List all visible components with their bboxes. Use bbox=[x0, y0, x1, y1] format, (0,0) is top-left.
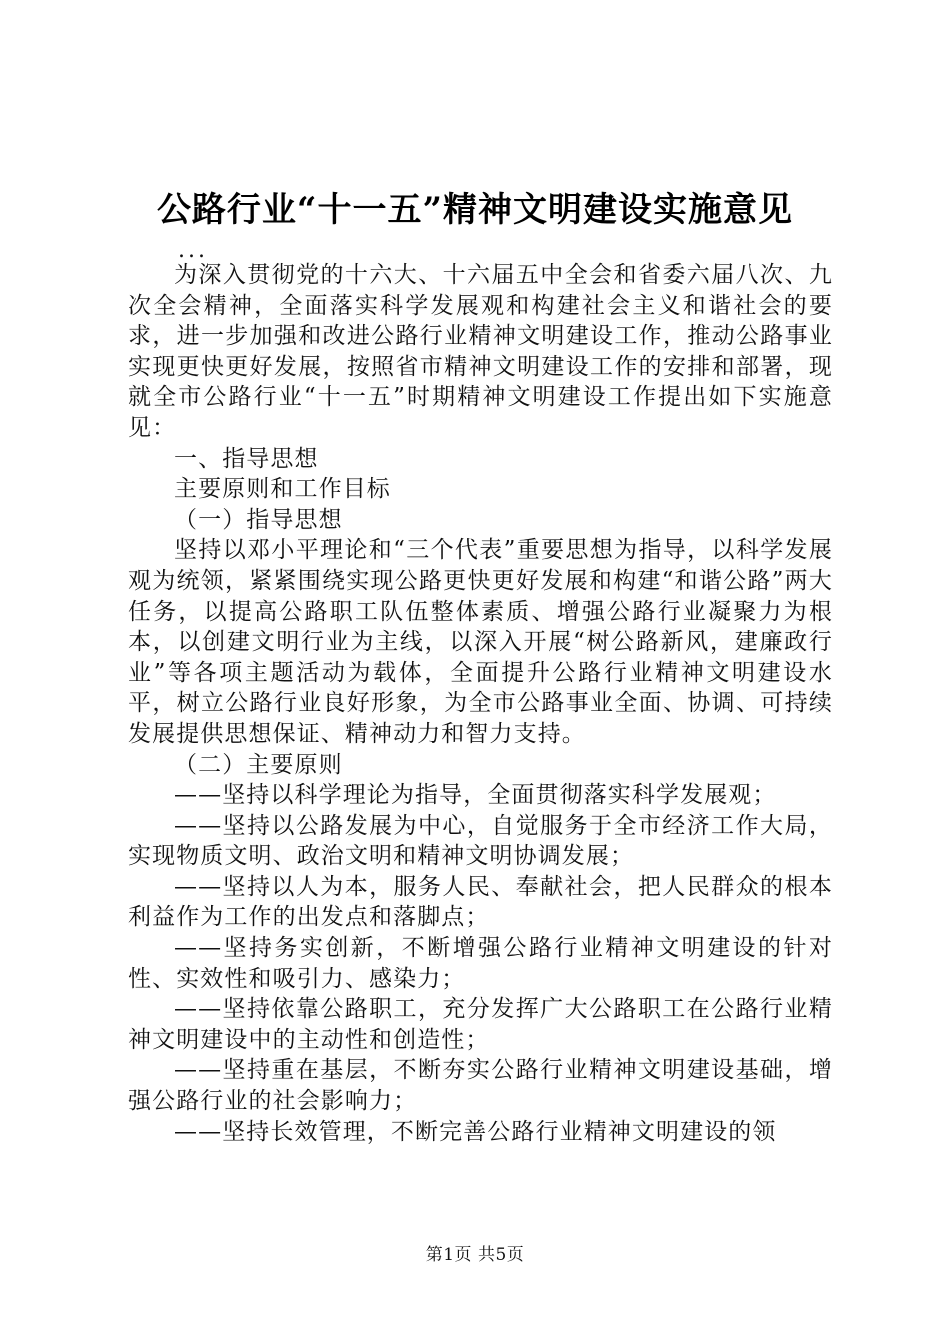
ellipsis-mark: ... bbox=[178, 238, 208, 263]
principle-item: ——坚持以人为本，服务人民、奉献社会，把人民群众的根本利益作为工作的出发点和落脚点； bbox=[128, 873, 833, 931]
document-body bbox=[128, 260, 833, 1147]
principle-item: ——坚持重在基层，不断夯实公路行业精神文明建设基础，增强公路行业的社会影响力； bbox=[128, 1057, 833, 1115]
subsection-heading-main-principles: （二）主要原则 bbox=[174, 751, 343, 778]
guiding-ideology-paragraph: 坚持以邓小平理论和“三个代表”重要思想为指导，以科学发展观为统领，紧紧围绕实现公路更快更好发展和构建“和谐公路”两大任务，以提高公路职工队伍整体素质、增强公路行业凝聚力为根本，以创建文明行业为主线，以深入开展“树公路新风，建廉政行业”等各项主题活动为载体，全面提升公路行业精神文明建设水平，树立公路行业良好形象，为全市公路事业全面、协调、可持续发展提供思想保证、精神动力和智力支持。 bbox=[128, 537, 833, 747]
document-title: 公路行业“十一五”精神文明建设实施意见 bbox=[156, 190, 794, 230]
subsection-heading-guiding-ideology: （一）指导思想 bbox=[174, 506, 343, 533]
principle-item: ——坚持以科学理论为指导，全面贯彻落实科学发展观； bbox=[174, 782, 777, 809]
principle-item: ——坚持依靠公路职工，充分发挥广大公路职工在公路行业精神文明建设中的主动性和创造性； bbox=[128, 996, 833, 1053]
principle-item: ——坚持长效管理，不断完善公路行业精神文明建设的领 bbox=[174, 1118, 777, 1145]
page-number-footer: 第1页 共5页 bbox=[425, 1245, 525, 1265]
section-heading-1-continued: 主要原则和工作目标 bbox=[174, 476, 391, 503]
intro-paragraph: 为深入贯彻党的十六大、十六届五中全会和省委六届八次、九次全会精神，全面落实科学发展观和构建社会主义和谐社会的要求，进一步加强和改进公路行业精神文明建设工作，推动公路事业实现更快更好发展，按照省市精神文明建设工作的安排和部署，现就全市公路行业“十一五”时期精神文明建设工作提出如下实施意见： bbox=[128, 262, 833, 441]
section-heading-1: 一、指导思想 bbox=[174, 445, 319, 472]
principle-item: ——坚持务实创新，不断增强公路行业精神文明建设的针对性、实效性和吸引力、感染力； bbox=[128, 935, 833, 992]
principle-item: ——坚持以公路发展为中心，自觉服务于全市经济工作大局，实现物质文明、政治文明和精神文明协调发展； bbox=[128, 812, 833, 870]
